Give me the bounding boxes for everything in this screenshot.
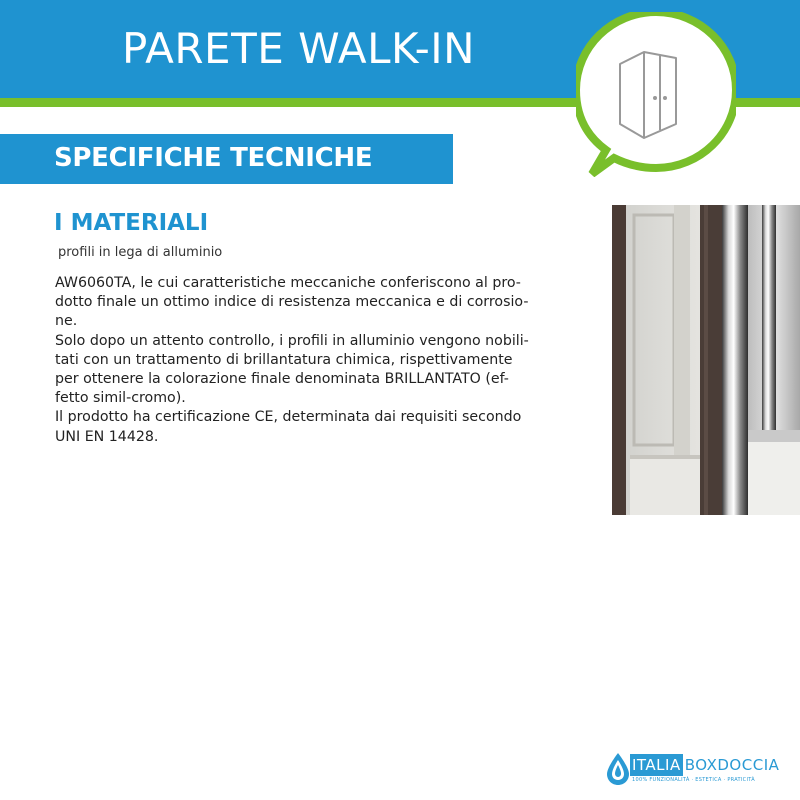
body-line: AW6060TA, le cui caratteristiche meccaniche conferiscono al pro-	[55, 275, 521, 291]
shower-enclosure-icon	[576, 12, 736, 177]
body-line: dotto finale un ottimo indice di resistenza meccanica e di corrosio-	[55, 294, 529, 311]
water-drop-icon	[604, 752, 632, 786]
brand-logo	[630, 754, 779, 776]
body-line: Il prodotto ha certificazione CE, determinata dai requisiti secondo	[55, 409, 522, 426]
materials-heading: I MATERIALI	[54, 210, 209, 236]
body-line: per ottenere la colorazione finale denominata BRILLANTATO (ef-	[55, 371, 509, 388]
materials-subtitle: profili in lega di alluminio	[58, 245, 223, 260]
brand-part2: BOXDOCCIA	[684, 756, 780, 774]
body-line: tati con un trattamento di brillantatura chimica, rispettivamente	[55, 351, 513, 368]
page-title: PARETE WALK-IN	[122, 24, 476, 73]
body-line: ne.	[55, 313, 78, 330]
body-line: Solo dopo un attento controllo, i profili in alluminio vengono nobili-	[55, 332, 529, 349]
brand-part1: ITALIA	[632, 756, 681, 774]
brand-tagline: 100% FUNZIONALITÀ · ESTETICA · PRATICITÀ	[632, 777, 755, 783]
body-line: fetto simil-cromo).	[55, 390, 186, 407]
section-title: SPECIFICHE TECNICHE	[54, 143, 373, 173]
chrome-profile-photo	[612, 205, 800, 515]
materials-body	[55, 274, 585, 447]
body-line: UNI EN 14428.	[55, 428, 159, 445]
